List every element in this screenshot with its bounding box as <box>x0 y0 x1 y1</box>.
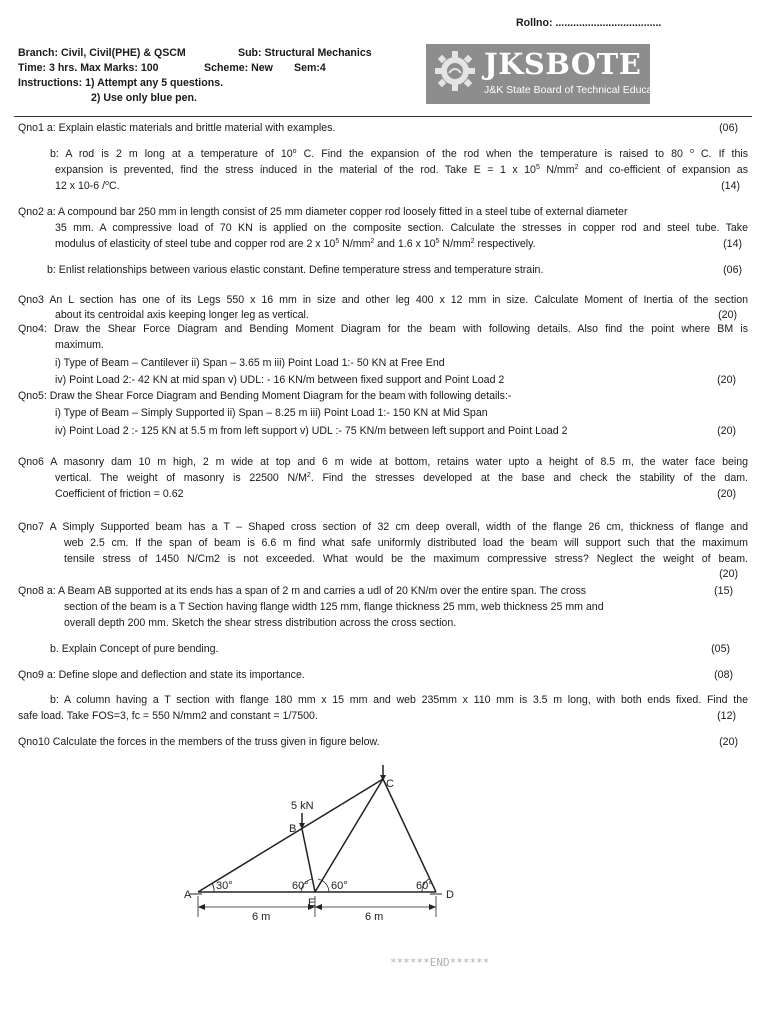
instructions-line-2: 2) Use only blue pen. <box>91 92 197 104</box>
q8-b-marks: (05) <box>711 643 730 655</box>
q1-b-marks: (14) <box>721 180 740 192</box>
q4-marks: (20) <box>717 374 736 386</box>
branch-label: Branch: Civil, Civil(PHE) & QSCM <box>18 47 186 59</box>
node-label-b: B <box>289 823 297 835</box>
angle-label-a: 30° <box>216 880 233 892</box>
q5-marks: (20) <box>717 425 736 437</box>
q3-line-1: Qno3 An L section has one of its Legs 550 x 16 mm in size and other leg 400 x 12 mm in size. Calculate Moment of Inertia of the section <box>18 294 748 306</box>
q7-line-2: web 2.5 cm. If the span of beam is 6.6 m find what safe uniformly distributed load the beam will support such that the maximum <box>64 537 748 549</box>
span-label-left: 6 m <box>252 911 271 923</box>
header-divider <box>14 116 752 117</box>
node-label-d: D <box>446 889 454 901</box>
instructions-line-1: Instructions: 1) Attempt any 5 questions. <box>18 77 224 89</box>
q3-line-2: about its centroidal axis keeping longer leg as vertical. <box>55 309 309 321</box>
q5-line-2: i) Type of Beam – Simply Supported ii) Span – 8.25 m iii) Point Load 1:- 150 KN at Mid Span <box>55 407 488 419</box>
angle-label-e-right: 60° <box>331 880 348 892</box>
scheme-label: Scheme: New <box>204 62 273 74</box>
q9-b-line-1: b: A column having a T section with flange 180 mm x 15 mm and web 235mm x 110 mm is 3.5 m long, with both ends fixed. Find the <box>50 694 748 706</box>
q6-marks: (20) <box>717 488 736 500</box>
q8-a-line-3: overall depth 200 mm. Sketch the shear stress distribution across the cross section. <box>64 617 457 629</box>
q7-marks: (20) <box>719 568 738 580</box>
q8-b-text: b. Explain Concept of pure bending. <box>50 643 219 655</box>
node-label-a: A <box>184 889 192 901</box>
q2-a-line-2: 35 mm. A compressive load of 70 KN is applied on the composite section. Calculate the stresses in copper rod and steel tube. Take <box>55 222 748 234</box>
q9-b-line-2: safe load. Take FOS=3, fc = 550 N/mm2 and constant = 1/7500. <box>18 710 318 722</box>
logo-subtitle: J&K State Board of Technical Education <box>484 84 670 96</box>
rollno-field: Rollno: .................................... <box>516 17 662 29</box>
q9-a-text: Qno9 a: Define slope and deflection and state its importance. <box>18 669 305 681</box>
truss-diagram <box>170 755 470 925</box>
q9-b-marks: (12) <box>717 710 736 722</box>
member-ac <box>198 779 383 892</box>
q1-a-marks: (06) <box>719 122 738 134</box>
span-label-right: 6 m <box>365 911 384 923</box>
angle-label-e-left: 60° <box>292 880 309 892</box>
q8-a-marks: (15) <box>714 585 733 597</box>
jksbote-logo <box>426 44 670 104</box>
node-label-e: E <box>308 897 316 909</box>
q1-a-text: Qno1 a: Explain elastic materials and brittle material with examples. <box>18 122 336 134</box>
member-ce <box>315 779 383 892</box>
q3-marks: (20) <box>718 309 737 321</box>
q7-line-3: tensile stress of 1450 N/Cm2 is not exceeded. What would be the maximum compressive stress? Neglect the weight of beam. <box>64 553 748 565</box>
q4-line-1: Qno4: Draw the Shear Force Diagram and Bending Moment Diagram for the beam with following details. Also find the point where BM is <box>18 323 748 335</box>
q2-b-marks: (06) <box>723 264 742 276</box>
semester-label: Sem:4 <box>294 62 326 74</box>
q2-a-marks: (14) <box>723 238 742 250</box>
logo-title: JKSBOTE <box>484 47 642 81</box>
q10-marks: (20) <box>719 736 738 748</box>
q7-line-1: Qno7 A Simply Supported beam has a T – Shaped cross section of 32 cm deep overall, width of the flange 26 cm, thickness of flange and <box>18 521 748 533</box>
q9-a-marks: (08) <box>714 669 733 681</box>
time-marks-label: Time: 3 hrs. Max Marks: 100 <box>18 62 159 74</box>
q10-text: Qno10 Calculate the forces in the members of the truss given in figure below. <box>18 736 380 748</box>
q1-b-line-2: expansion is prevented, find the stress induced in the material of the rod. Take E = 1 x $10^5$ $N/mm^2$ and co-efficient of expansion as <box>55 164 748 176</box>
q4-line-3: i) Type of Beam – Cantilever ii) Span – 3.65 m iii) Point Load 1:- 50 KN at Free End <box>55 357 445 369</box>
q6-line-1: Qno6 A masonry dam 10 m high, 2 m wide at top and 6 m wide at bottom, retains water upto a height of 8.5 m, the water face being <box>18 456 748 468</box>
q6-line-2: vertical. The weight of masonry is 22500 $N/M^2$. Find the stresses developed at the base and check the stability of the dam. <box>55 472 748 484</box>
q6-line-3: Coefficient of friction = 0.62 <box>55 488 184 500</box>
q2-b-text: b: Enlist relationships between various elastic constant. Define temperature stress and temperature strain. <box>47 264 544 276</box>
q2-a-line-3: modulus of elasticity of steel tube and copper rod are 2 x $10^5$ $N/mm^2$ and 1.6 x $10^5$ $N/mm^2$ respectively. <box>55 238 536 250</box>
subject-label: Sub: Structural Mechanics <box>238 47 372 59</box>
gear-emblem-icon <box>430 49 480 93</box>
load-label: 5 kN <box>291 800 314 812</box>
q4-line-2: maximum. <box>55 339 104 351</box>
q1-b-line-1: b: A rod is 2 m long at a temperature of 10$^o$ C. Find the expansion of the rod when the temperature is raised to 80 $^o$ C. If this <box>50 148 749 160</box>
q8-a-line-2: section of the beam is a T Section having flange width 125 mm, flange thickness 25 mm, web thickness 25 mm and <box>64 601 604 613</box>
q1-b-line-3: 12 x 10-6 /$^o$C. <box>55 180 120 192</box>
node-label-c: C <box>386 778 394 790</box>
q4-line-4: iv) Point Load 2:- 42 KN at mid span v) UDL: - 16 KN/m between fixed support and Point Load 2 <box>55 374 505 386</box>
angle-label-d: 60° <box>416 880 433 892</box>
q5-line-3: iv) Point Load 2 :- 125 KN at 5.5 m from left support v) UDL :- 75 KN/m between left support and Point Load 2 <box>55 425 568 437</box>
q8-a-line-1: Qno8 a: A Beam AB supported at its ends has a span of 2 m and carries a udl of 20 KN/m over the entire span. The cross <box>18 585 587 597</box>
end-marker: ******END****** <box>390 956 490 969</box>
member-cd <box>383 779 436 892</box>
q5-line-1: Qno5: Draw the Shear Force Diagram and Bending Moment Diagram for the beam with following details:- <box>18 390 512 402</box>
q2-a-line-1: Qno2 a: A compound bar 250 mm in length consist of 25 mm diameter copper rod loosely fitted in a steel tube of external diameter <box>18 206 628 218</box>
